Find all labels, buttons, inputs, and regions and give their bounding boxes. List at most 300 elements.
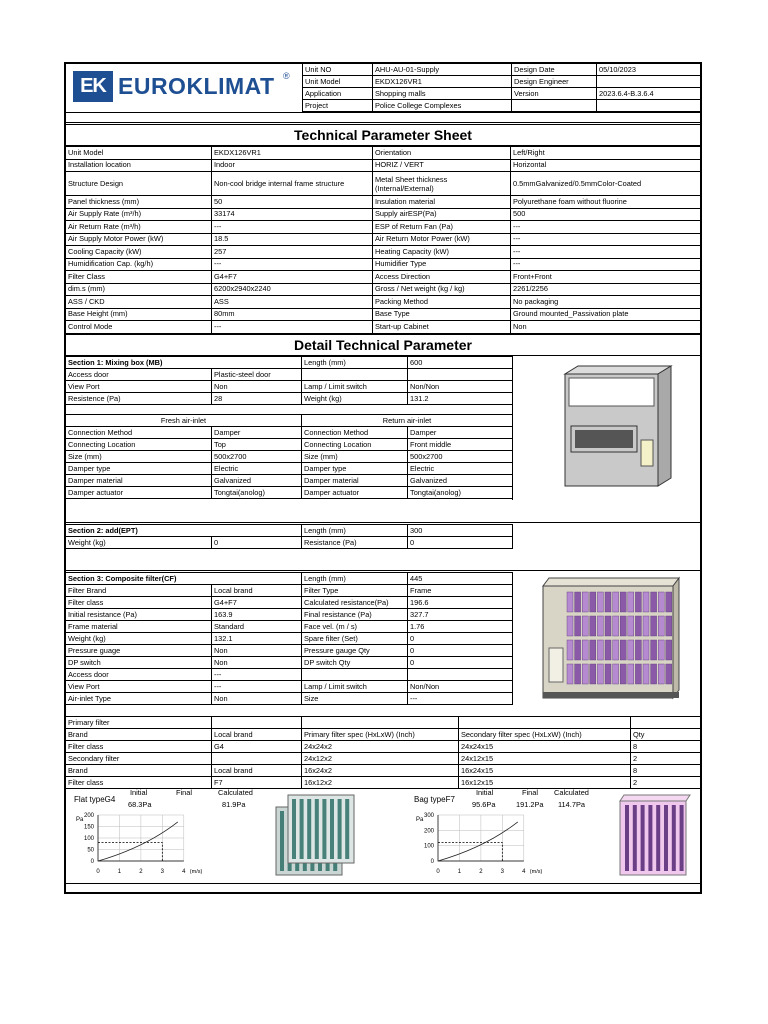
filter-spec-cell-1: F7 (212, 777, 302, 789)
tps-row (66, 271, 702, 284)
tps-cell-3: No packaging (511, 296, 702, 309)
section3-cell-2: Pressure gauge Qty (302, 645, 408, 657)
header-row (303, 88, 702, 100)
bag-pleat (628, 640, 634, 660)
bag-pleat (628, 664, 634, 684)
inlet-cell-1: Galvanized (212, 475, 302, 487)
panel-pleat (292, 799, 296, 859)
tps-cell-0: Base Height (mm) (66, 308, 212, 321)
g4-resistance-chart (74, 809, 254, 886)
inlet-cell-2: Damper actuator (302, 487, 408, 499)
header-cell-1: AHU-AU-01-Supply (373, 64, 512, 76)
filter-spec-cell-2: 16x24x2 (302, 765, 459, 777)
bag-pleat (635, 616, 641, 636)
tps-cell-0: dim.s (mm) (66, 283, 212, 296)
section3-cell-2: Final resistance (Pa) (302, 609, 408, 621)
section3-cell-3 (408, 669, 513, 681)
section3-cell-2: Spare filter (Set) (302, 633, 408, 645)
inlet-row (66, 475, 513, 487)
tps-cell-3: --- (511, 246, 702, 259)
section2-table (65, 524, 513, 549)
section3-row (66, 585, 513, 597)
section3-row (66, 669, 513, 681)
section3-cell-0: Filter Brand (66, 585, 212, 597)
tps-cell-2: Insulation material (373, 196, 511, 209)
section3-head-0: Section 3: Composite filter(CF) (66, 573, 302, 585)
chart-xtick: 3 (500, 869, 505, 875)
inlet-cell-1: Electric (212, 463, 302, 475)
spacer (66, 112, 700, 123)
inlet-cell-1: 500x2700 (212, 451, 302, 463)
header-cell-2 (512, 100, 597, 112)
bag-pleat (620, 640, 626, 660)
tps-row (66, 283, 702, 296)
filter-spec-cell-2: 24x24x2 (302, 741, 459, 753)
section3-row (66, 633, 513, 645)
filter-spec-cell-0: Filter class (66, 777, 212, 789)
filter-spec-cell-4: Qty (631, 729, 702, 741)
bag-filter-image (598, 789, 698, 879)
inlet-row (66, 451, 513, 463)
inlet-cell-0: Connecting Location (66, 439, 212, 451)
tps-cell-1: 257 (212, 246, 373, 259)
tps-cell-0: Structure Design (66, 172, 212, 196)
section3-table (65, 572, 513, 705)
section3-cell-0: Frame material (66, 621, 212, 633)
section2-cell-0: Weight (kg) (66, 537, 212, 549)
inlet-row (66, 427, 513, 439)
tps-cell-3: --- (511, 258, 702, 271)
section2-cell-3: 0 (408, 537, 513, 549)
section3-cell-1: --- (212, 681, 302, 693)
bag-pleat (620, 592, 626, 612)
tps-cell-3: Polyurethane foam without fluorine (511, 196, 702, 209)
filter-spec-cell-3: Secondary filter spec (HxLxW) (Inch) (459, 729, 631, 741)
tps-cell-0: Panel thickness (mm) (66, 196, 212, 209)
inlet-cell-3: Tongtai(anolog) (408, 487, 513, 499)
bag-pleat (567, 640, 573, 660)
f7-initial-header: Initial (476, 788, 494, 797)
tps-cell-0: ASS / CKD (66, 296, 212, 309)
g4-calculated-header: Calculated (218, 788, 253, 797)
bag-pleat (590, 592, 596, 612)
tps-cell-1: --- (212, 221, 373, 234)
bag-pleat (582, 616, 588, 636)
inlet-row (66, 487, 513, 499)
section1-spacer (66, 405, 513, 415)
section1-header (66, 357, 513, 369)
tps-row (66, 208, 702, 221)
section3-cell-2: Calculated resistance(Pa) (302, 597, 408, 609)
tps-cell-3: Ground mounted_Passivation plate (511, 308, 702, 321)
panel-pleat (322, 799, 326, 859)
composite-filter-image (512, 572, 701, 704)
panel-pleat (330, 799, 334, 859)
f7-calculated-header: Calculated (554, 788, 589, 797)
chart-ytick: 100 (423, 843, 434, 850)
section3-head-1: Length (mm) (302, 573, 408, 585)
section3-cell-1: G4+F7 (212, 597, 302, 609)
chart-ytick: 200 (423, 828, 434, 835)
f7-final-header: Final (522, 788, 539, 797)
tps-cell-2: Humidifier Type (373, 258, 511, 271)
section3-cell-3: 1.76 (408, 621, 513, 633)
section3-cell-0: Air-inlet Type (66, 693, 212, 705)
bag-pleat (582, 664, 588, 684)
bag-pleat (658, 664, 664, 684)
inlet-cell-3: Damper (408, 427, 513, 439)
tps-cell-2: Metal Sheet thickness (Internal/External) (373, 172, 511, 196)
bag-pleat (635, 592, 641, 612)
g4-calculated-value: 81.9Pa (222, 800, 246, 809)
filter-spec-table (65, 716, 702, 789)
bag-pocket (664, 805, 668, 871)
chart-ytick: 0 (90, 859, 94, 865)
bag-pleat (635, 664, 641, 684)
section3-row (66, 609, 513, 621)
inlet-cell-2: Size (mm) (302, 451, 408, 463)
bag-pleat (643, 640, 649, 660)
bag-pleat (575, 664, 581, 684)
bag-pleat (605, 616, 611, 636)
filter-spec-row (66, 753, 702, 765)
chart-curve (98, 822, 178, 861)
bag-pocket (641, 805, 645, 871)
section3-cell-3: 0 (408, 633, 513, 645)
inlet-cell-0: Damper actuator (66, 487, 212, 499)
tps-row (66, 159, 702, 172)
filter-spec-cell-4: 2 (631, 753, 702, 765)
tps-cell-1: ASS (212, 296, 373, 309)
f7-calculated-value: 114.7Pa (558, 800, 585, 809)
filter-spec-cell-0: Primary filter (66, 717, 212, 729)
tps-cell-1: EKDX126VR1 (212, 147, 373, 160)
tps-row (66, 172, 702, 196)
chart-ylabel: Pa (416, 817, 424, 823)
header-cell-0: Application (303, 88, 373, 100)
section3-cell-0: Access door (66, 669, 212, 681)
section3-cell-1: 132.1 (212, 633, 302, 645)
section3-cell-0: Pressure guage (66, 645, 212, 657)
section1-cell-0: View Port (66, 381, 212, 393)
section3-row (66, 657, 513, 669)
bag-pleat (597, 640, 603, 660)
inlet-cell-2: Damper type (302, 463, 408, 475)
tps-cell-3: Left/Right (511, 147, 702, 160)
g4-final-header: Final (176, 788, 193, 797)
header-cell-3 (597, 76, 702, 88)
tps-cell-1: --- (212, 258, 373, 271)
section3-cell-1: Standard (212, 621, 302, 633)
section3-header (66, 573, 513, 585)
header-cell-1: EKDX126VR1 (373, 76, 512, 88)
filter-spec-cell-2 (302, 717, 459, 729)
chart-xtick: 1 (117, 869, 122, 875)
tps-cell-0: Cooling Capacity (kW) (66, 246, 212, 259)
filter-spec-row (66, 717, 702, 729)
tps-cell-2: Base Type (373, 308, 511, 321)
header-cell-2: Design Date (512, 64, 597, 76)
header-cell-1: Police College Complexes (373, 100, 512, 112)
logo (66, 64, 303, 112)
filter-spec-cell-3: 16x24x15 (459, 765, 631, 777)
filter-spec-cell-1 (212, 717, 302, 729)
bag-pleat (651, 616, 657, 636)
header-row (303, 100, 702, 112)
filter-spec-cell-1: Local brand (212, 729, 302, 741)
chart-xtick: 3 (160, 869, 165, 875)
bag-pleat (666, 664, 672, 684)
section3-cell-1: 163.9 (212, 609, 302, 621)
tps-cell-1: 33174 (212, 208, 373, 221)
inlet-cell-3: 500x2700 (408, 451, 513, 463)
filter-spec-cell-0: Filter class (66, 741, 212, 753)
filter-spec-cell-4: 2 (631, 777, 702, 789)
inlet-cell-2: Connecting Location (302, 439, 408, 451)
bag-pleat (605, 592, 611, 612)
section1-head-0: Section 1: Mixing box (MB) (66, 357, 302, 369)
bag-pleat (643, 616, 649, 636)
bag-pleat (597, 664, 603, 684)
tps-cell-1: 80mm (212, 308, 373, 321)
inlet-cell-3: Electric (408, 463, 513, 475)
tps-row (66, 321, 702, 334)
bag-pleat (590, 640, 596, 660)
chart-ylabel: Pa (76, 817, 84, 823)
header-table (302, 63, 702, 112)
inlet-cell-2: Connection Method (302, 427, 408, 439)
section3-cell-1: Non (212, 693, 302, 705)
tps-cell-3: Horizontal (511, 159, 702, 172)
inlet-header-row (66, 415, 513, 427)
inlet-cell-3: Front middle (408, 439, 513, 451)
section1-table (65, 356, 513, 499)
section2-cell-1: 0 (212, 537, 302, 549)
tps-cell-2: ESP of Return Fan (Pa) (373, 221, 511, 234)
tps-cell-1: 6200x2940x2240 (212, 283, 373, 296)
section1-head-2: 600 (408, 357, 513, 369)
bag-pleat (597, 616, 603, 636)
section3-cell-3: 0 (408, 657, 513, 669)
tps-row (66, 147, 702, 160)
bag-pleat (666, 616, 672, 636)
fresh-air-inlet-label: Fresh air-inlet (66, 415, 302, 427)
f7-initial-value: 95.6Pa (472, 800, 496, 809)
tps-cell-2: HORIZ / VERT (373, 159, 511, 172)
bag-pleat (635, 640, 641, 660)
tps-row (66, 296, 702, 309)
tps-cell-1: --- (212, 321, 373, 334)
bag-pleat (651, 640, 657, 660)
tps-cell-2: Access Direction (373, 271, 511, 284)
chart-xtick: 1 (457, 869, 462, 875)
filter-spec-cell-1: Local brand (212, 765, 302, 777)
section3-cell-2 (302, 669, 408, 681)
tps-row (66, 196, 702, 209)
header-cell-1: Shopping malls (373, 88, 512, 100)
filter-spec-row (66, 741, 702, 753)
section3-cell-3: 196.6 (408, 597, 513, 609)
filter-spec-cell-0: Brand (66, 765, 212, 777)
tps-title: Technical Parameter Sheet (66, 124, 700, 146)
bag-pleat (620, 664, 626, 684)
section3-cell-2: Face vel. (m / s) (302, 621, 408, 633)
bag-pleat (613, 664, 619, 684)
filter-spec-cell-4 (631, 717, 702, 729)
section3-cell-3: 327.7 (408, 609, 513, 621)
chart-xtick: 2 (139, 869, 143, 875)
tps-row (66, 308, 702, 321)
tps-row (66, 233, 702, 246)
section1-head-1: Length (mm) (302, 357, 408, 369)
tps-cell-0: Filter Class (66, 271, 212, 284)
section1-cell-1: 28 (212, 393, 302, 405)
section1-cell-1: Non (212, 381, 302, 393)
tps-cell-0: Installation location (66, 159, 212, 172)
inlet-cell-0: Size (mm) (66, 451, 212, 463)
parameter-sheet (64, 62, 702, 894)
bag-pleat (666, 592, 672, 612)
header-row (303, 64, 702, 76)
bag-pleat (620, 616, 626, 636)
panel-pleat (338, 799, 342, 859)
filter-spec-cell-2: Primary filter spec (HxLxW) (Inch) (302, 729, 459, 741)
inlet-row (66, 463, 513, 475)
panel-pleat (315, 799, 319, 859)
section1-cell-0: Resistence (Pa) (66, 393, 212, 405)
tps-cell-2: Orientation (373, 147, 511, 160)
section3-cell-2: Size (302, 693, 408, 705)
section3-row (66, 681, 513, 693)
bag-pocket (648, 805, 652, 871)
tps-row (66, 258, 702, 271)
chart-ytick: 300 (423, 813, 434, 819)
tps-cell-2: Start-up Cabinet (373, 321, 511, 334)
bag-pleat (575, 616, 581, 636)
bag-pleat (613, 592, 619, 612)
filter-spec-cell-3: 16x12x15 (459, 777, 631, 789)
tps-table (65, 146, 702, 334)
tps-cell-3: 2261/2256 (511, 283, 702, 296)
tps-cell-2: Air Return Motor Power (kW) (373, 233, 511, 246)
filter-spec-cell-3: 24x12x15 (459, 753, 631, 765)
section2-head-2: 300 (408, 525, 513, 537)
filter-spec-row (66, 729, 702, 741)
section1-cell-2 (302, 369, 408, 381)
spacer-cell (66, 405, 513, 415)
tps-cell-2: Heating Capacity (kW) (373, 246, 511, 259)
header-cell-2: Design Engineer (512, 76, 597, 88)
inlet-cell-1: Tongtai(anolog) (212, 487, 302, 499)
inlet-cell-3: Galvanized (408, 475, 513, 487)
panel-pleat (307, 799, 311, 859)
bag-pleat (567, 616, 573, 636)
section3-row (66, 693, 513, 705)
chart-xunit: (m/s) (529, 869, 543, 875)
section3-cell-3: 0 (408, 645, 513, 657)
header-cell-0: Unit Model (303, 76, 373, 88)
bag-pleat (613, 640, 619, 660)
logo-text: EUROKLIMAT (118, 73, 275, 99)
section1-cell-3: Non/Non (408, 381, 513, 393)
section1-row (66, 393, 513, 405)
filter-spec-cell-2: 16x12x2 (302, 777, 459, 789)
spacer (66, 548, 700, 571)
filter-spec-cell-0: Secondary filter (66, 753, 212, 765)
return-air-inlet-label: Return air-inlet (302, 415, 513, 427)
section3-cell-1: --- (212, 669, 302, 681)
bag-pleat (628, 616, 634, 636)
tps-cell-0: Unit Model (66, 147, 212, 160)
section3-cell-1: Non (212, 657, 302, 669)
bag-pleat (567, 664, 573, 684)
f7-type-label: Bag typeF7 (414, 795, 455, 804)
inlet-row (66, 439, 513, 451)
section3-cell-1: Non (212, 645, 302, 657)
filter-spec-cell-0: Brand (66, 729, 212, 741)
bag-pleat (575, 592, 581, 612)
tps-cell-3: 0.5mmGalvanized/0.5mmColor-Coated (511, 172, 702, 196)
tps-cell-3: Non (511, 321, 702, 334)
bag-pleat (651, 592, 657, 612)
tps-cell-0: Air Supply Rate (m³/h) (66, 208, 212, 221)
section3-row (66, 621, 513, 633)
section3-cell-3: Non/Non (408, 681, 513, 693)
tps-row (66, 221, 702, 234)
header-cell-3: 2023.6.4-B.3.6.4 (597, 88, 702, 100)
section2-cell-2: Resistance (Pa) (302, 537, 408, 549)
tps-cell-3: --- (511, 221, 702, 234)
bag-pleat (658, 640, 664, 660)
sheet-header (66, 64, 700, 113)
inlet-cell-1: Top (212, 439, 302, 451)
chart-ytick: 150 (83, 824, 94, 831)
inlet-cell-2: Damper material (302, 475, 408, 487)
chart-ytick: 200 (83, 813, 94, 819)
bag-pleat (590, 664, 596, 684)
bag-pleat (597, 592, 603, 612)
bag-pleat (613, 616, 619, 636)
tps-cell-1: Indoor (212, 159, 373, 172)
section2-header (66, 525, 513, 537)
chart-xtick: 0 (436, 869, 440, 875)
filter-spec-cell-2: 24x12x2 (302, 753, 459, 765)
tps-cell-1: 50 (212, 196, 373, 209)
g4-initial-header: Initial (130, 788, 148, 797)
bag-pocket (633, 805, 637, 871)
section3-row (66, 597, 513, 609)
bag-pleat (628, 592, 634, 612)
f7-final-value: 191.2Pa (516, 800, 544, 809)
section3-cell-0: DP switch (66, 657, 212, 669)
chart-xtick: 4 (522, 869, 526, 875)
filter-spec-cell-4: 8 (631, 765, 702, 777)
bag-pleat (590, 616, 596, 636)
section3-cell-0: Filter class (66, 597, 212, 609)
tps-cell-3: 500 (511, 208, 702, 221)
section2-head-1: Length (mm) (302, 525, 408, 537)
tps-cell-0: Air Return Rate (m³/h) (66, 221, 212, 234)
section2-row (66, 537, 513, 549)
bag-pleat (658, 592, 664, 612)
bag-pleat (643, 664, 649, 684)
filter-spec-cell-1: G4 (212, 741, 302, 753)
section3-cell-2: DP switch Qty (302, 657, 408, 669)
f7-resistance-chart (414, 809, 594, 886)
bag-pleat (666, 640, 672, 660)
chart-curve (438, 822, 518, 861)
bag-pocket (672, 805, 676, 871)
